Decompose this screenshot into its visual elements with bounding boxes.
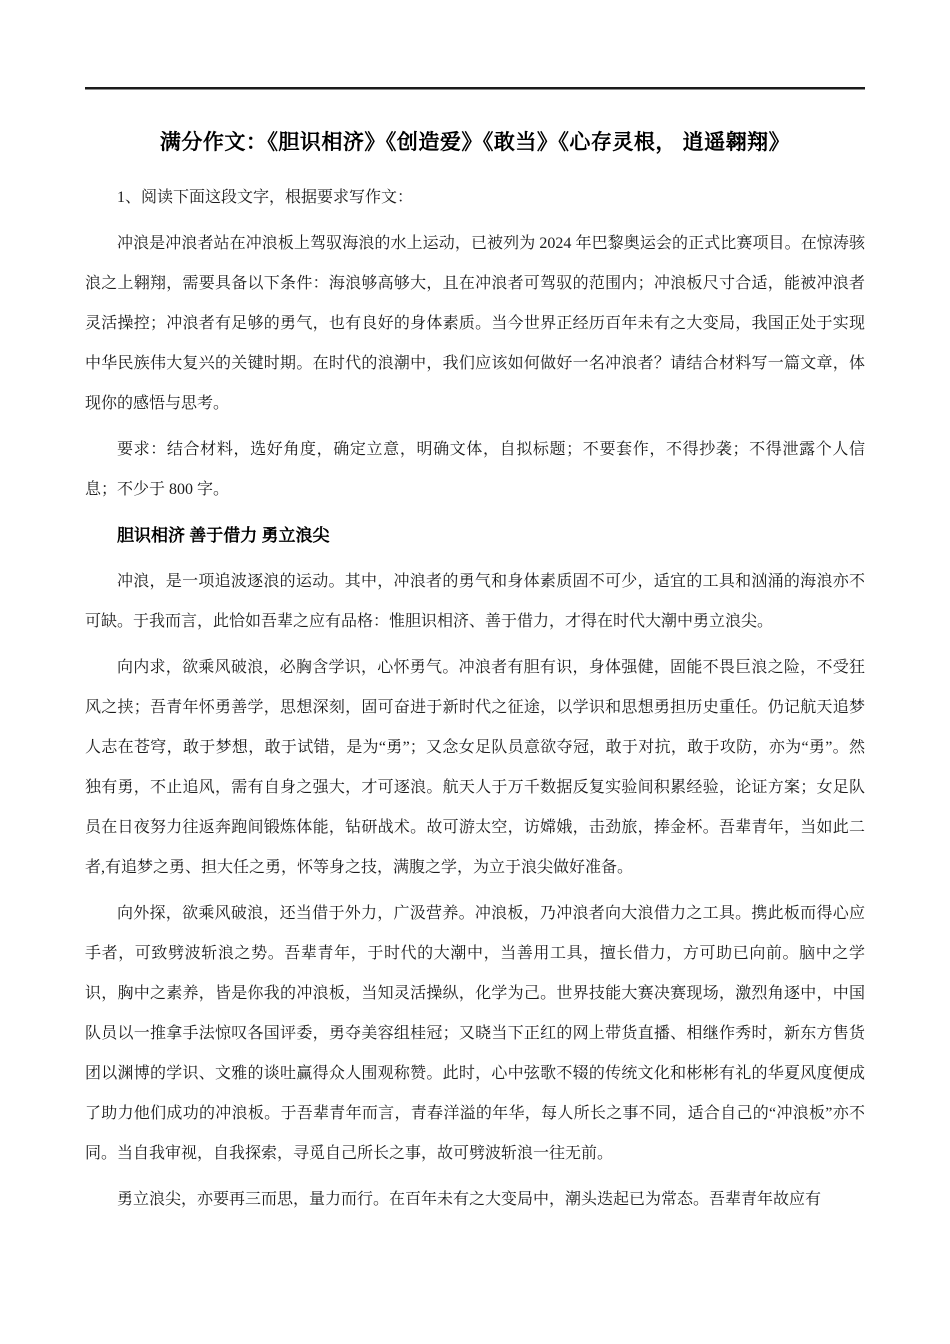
essay-paragraph-1: 冲浪，是一项追波逐浪的运动。其中，冲浪者的勇气和身体素质固不可少，适宜的工具和汹涌的海浪亦不可缺。于我而言，此恰如吾辈之应有品格：惟胆识相济、善于借力，才得在时代大潮中勇立浪尖。 xyxy=(85,573,865,630)
material-paragraph: 冲浪是冲浪者站在冲浪板上驾驭海浪的水上运动，已被列为 2024 年巴黎奥运会的正式比赛项目。在惊涛骇浪之上翱翔，需要具备以下条件：海浪够高够大，且在冲浪者可驾驭的范围内；冲浪板尺寸合适，能被冲浪者灵活操控；冲浪者有足够的勇气，也有良好的身体素质。当今世界正经历百年未有之大变局，我国正处于实现中华民族伟大复兴的关键时期。在时代的浪潮中，我们应该如何做好一名冲浪者？请结合材料写一篇文章，体现你的感悟与思考。 xyxy=(85,235,865,412)
document-title: 满分作文：《胆识相济》《创造爱》《敢当》《心存灵根， 逍遥翱翔》 xyxy=(159,130,791,154)
document-content xyxy=(85,128,865,1220)
header-divider xyxy=(85,87,865,90)
essay-paragraph-4-truncated: 勇立浪尖，亦要再三而思，量力而行。在百年未有之大变局中，潮头迭起已为常态。吾辈青年故应有 xyxy=(117,1191,822,1208)
essay-paragraph-2: 向内求，欲乘风破浪，必胸含学识，心怀勇气。冲浪者有胆有识，身体强健，固能不畏巨浪之险，不受狂风之挟；吾青年怀勇善学，思想深刻，固可奋进于新时代之征途，以学识和思想勇担历史重任。仍记航天追梦人志在苍穹，敢于梦想，敢于试错，是为“勇”；又念女足队员意欲夺冠，敢于对抗，敢于攻防，亦为“勇”。然独有勇，不止追风，需有自身之强大，才可逐浪。航天人于万千数据反复实验间积累经验，论证方案；女足队员在日夜努力往返奔跑间锻炼体能，钻研战术。故可游太空，访嫦娥，击劲旅，捧金杯。吾辈青年，当如此二者,有追梦之勇、担大任之勇，怀等身之技，满腹之学，为立于浪尖做好准备。 xyxy=(85,659,865,876)
requirements-paragraph: 要求：结合材料，选好角度，确定立意，明确文体，自拟标题；不要套作，不得抄袭；不得泄露个人信息；不少于 800 字。 xyxy=(85,441,865,498)
essay-heading: 胆识相济 善于借力 勇立浪尖 xyxy=(117,526,330,545)
prompt-instruction: 1、阅读下面这段文字，根据要求写作文： xyxy=(117,189,414,206)
essay-paragraph-3: 向外探，欲乘风破浪，还当借于外力，广汲营养。冲浪板，乃冲浪者向大浪借力之工具。携此板而得心应手者，可致劈波斩浪之势。吾辈青年，于时代的大潮中，当善用工具，擅长借力，方可助已向前。脑中之学识，胸中之素养，皆是你我的冲浪板，当知灵活操纵，化学为己。世界技能大赛决赛现场，激烈角逐中，中国队员以一推拿手法惊叹各国评委，勇夺美容组桂冠；又晓当下正红的网上带货直播、相继作秀时，新东方售货团以渊博的学识、文雅的谈吐赢得众人围观称赞。此时，心中弦歌不辍的传统文化和彬彬有礼的华夏风度便成了助力他们成功的冲浪板。于吾辈青年而言，青春洋溢的年华，每人所长之事不同，适合自己的“冲浪板”亦不同。当自我审视，自我探索，寻觅自己所长之事，故可劈波斩浪一往无前。 xyxy=(85,905,865,1162)
